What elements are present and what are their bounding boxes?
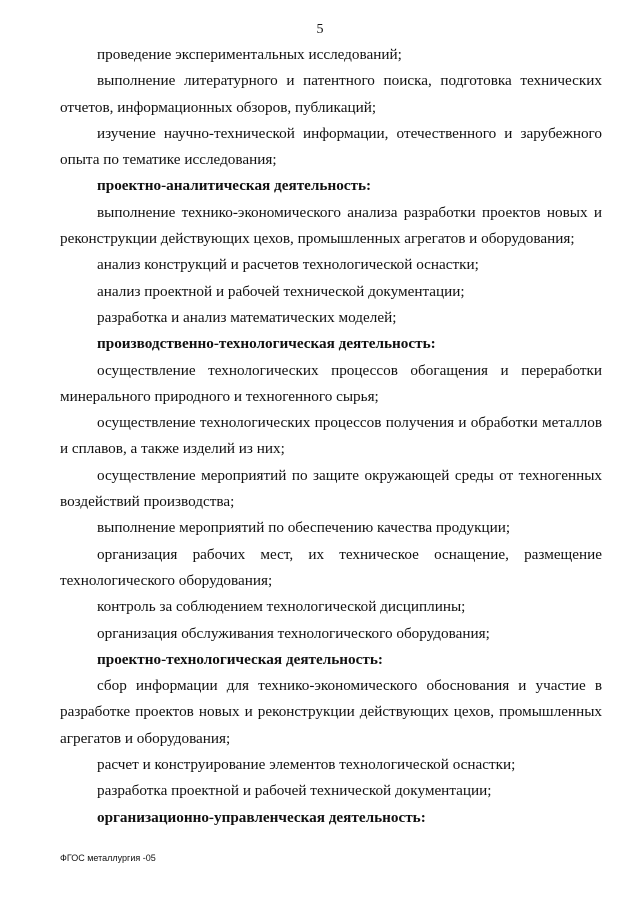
paragraph: расчет и конструирование элементов технологической оснастки; [97,756,516,774]
section-heading: проектно-технологическая деятельность: [97,650,383,668]
paragraph: организация рабочих мест, их техническое оснащение, размещение технологического оборудования; [60,545,602,589]
paragraph: осуществление технологических процессов обогащения и переработки минерального природного и техногенного сырья; [60,361,602,405]
paragraph: осуществление технологических процессов получения и обработки металлов и сплавов, а также изделий из них; [60,414,602,458]
paragraph: выполнение мероприятий по обеспечению качества продукции; [97,519,511,537]
paragraph: разработка и анализ математических моделей; [97,308,397,326]
paragraph: изучение научно-технической информации, отечественного и зарубежного опыта по тематике исследования; [60,124,602,169]
paragraph: анализ проектной и рабочей технической документации; [97,282,465,300]
paragraph: сбор информации для технико-экономического обоснования и участие в разработке проектов новых и реконструкции действующих цехов, промышленных агрегатов и оборудования; [60,677,602,747]
page-footer: ФГОС металлургия -05 [60,853,156,863]
paragraph: организация обслуживания технологического оборудования; [97,624,490,642]
page-number: 5 [316,22,324,37]
paragraph: проведение экспериментальных исследований; [97,46,402,63]
document-body [60,42,602,831]
section-heading: организационно-управленческая деятельность: [97,808,426,826]
paragraph: контроль за соблюдением технологической дисциплины; [97,598,466,616]
section-heading: проектно-аналитическая деятельность: [97,177,372,195]
paragraph: осуществление мероприятий по защите окружающей среды от техногенных воздействий производства; [60,466,602,511]
paragraph: выполнение технико-экономического анализа разработки проектов новых и реконструкции действующих цехов, промышленных агрегатов и оборудования; [60,203,602,248]
section-heading: производственно-технологическая деятельность: [97,335,436,353]
paragraph: анализ конструкций и расчетов технологической оснастки; [97,256,479,274]
paragraph: разработка проектной и рабочей технической документации; [97,782,492,800]
paragraph: выполнение литературного и патентного поиска, подготовка технических отчетов, информационных обзоров, публикаций; [60,72,602,116]
